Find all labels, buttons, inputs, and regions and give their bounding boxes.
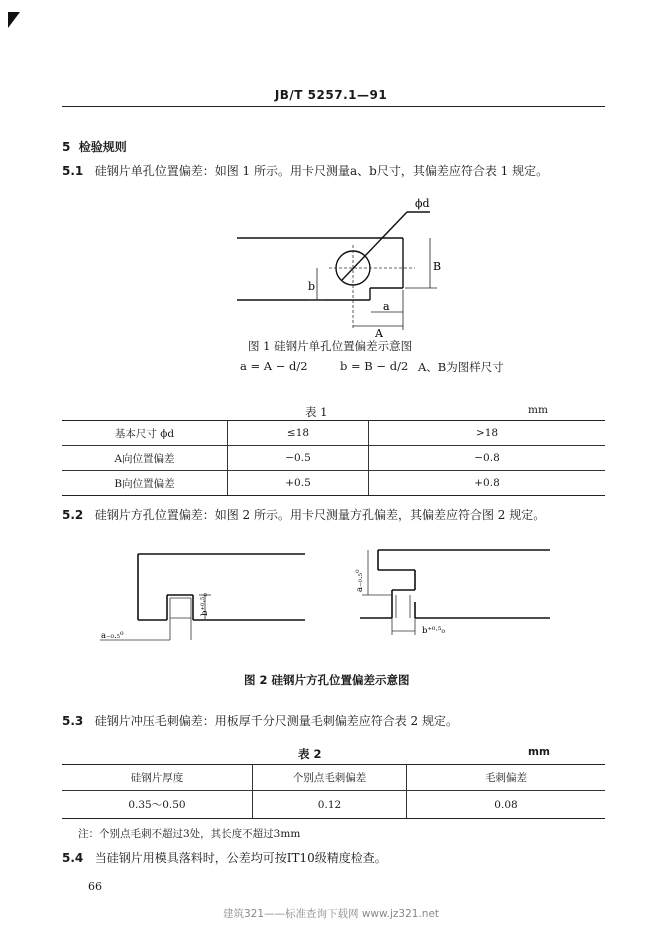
table-cell: −0.8 bbox=[369, 446, 606, 471]
figure-1-caption: 图 1 硅钢片单孔位置偏差示意图 bbox=[248, 339, 413, 353]
clause-text: 硅钢片单孔位置偏差：如图 1 所示。用卡尺测量a、b尺寸，其偏差应符合表 1 规定。 bbox=[94, 164, 549, 178]
figure-2-right-drawing bbox=[340, 540, 560, 655]
figure-1-drawing bbox=[225, 190, 455, 338]
section-number: 5 bbox=[62, 140, 71, 154]
clause-text: 硅钢片冲压毛刺偏差：用板厚千分尺测量毛刺偏差应符合表 2 规定。 bbox=[94, 714, 458, 728]
table-1 bbox=[62, 420, 605, 496]
section-heading bbox=[62, 138, 127, 155]
figure-2-caption: 图 2 硅钢片方孔位置偏差示意图 bbox=[244, 673, 410, 687]
table-cell: A向位置偏差 bbox=[62, 446, 228, 471]
table-cell: ≤18 bbox=[228, 421, 369, 446]
dim-b-tolerance: b⁺⁰·⁵₀ bbox=[422, 626, 445, 636]
table-row bbox=[62, 471, 605, 496]
table-1-title: 表 1 bbox=[305, 405, 328, 419]
table-header-cell: 毛刺偏差 bbox=[407, 765, 606, 791]
table-cell: 基本尺寸 ϕd bbox=[62, 421, 228, 446]
dim-a-tolerance: a₋₀.₅⁰ bbox=[355, 569, 365, 592]
table-cell: 0.35～0.50 bbox=[62, 791, 253, 819]
table-1-unit: mm bbox=[528, 404, 548, 416]
header-rule bbox=[62, 106, 605, 107]
diameter-label: ϕd bbox=[415, 197, 430, 210]
dim-a-label: a bbox=[383, 300, 390, 313]
clause-number: 5.1 bbox=[62, 164, 84, 178]
table-header-cell: 硅钢片厚度 bbox=[62, 765, 253, 791]
clause-5-4 bbox=[62, 849, 387, 866]
formula-a: a = A − d/2 bbox=[240, 359, 308, 373]
clause-number: 5.4 bbox=[62, 851, 84, 865]
clause-text: 硅钢片方孔位置偏差：如图 2 所示。用卡尺测量方孔偏差，其偏差应符合图 2 规定。 bbox=[94, 508, 546, 522]
dim-A-label: A bbox=[375, 327, 383, 338]
dim-b-label: b bbox=[308, 280, 316, 293]
clause-5-3 bbox=[62, 712, 458, 729]
table-2-title: 表 2 bbox=[298, 747, 322, 761]
dim-a-tolerance: a₋₀.₅⁰ bbox=[101, 631, 124, 641]
page-number: 66 bbox=[88, 880, 102, 893]
table-header-row bbox=[62, 765, 605, 791]
table-2 bbox=[62, 764, 605, 819]
table-row bbox=[62, 791, 605, 819]
table-cell: >18 bbox=[369, 421, 606, 446]
clause-text: 当硅钢片用模具落料时，公差均可按IT10级精度检查。 bbox=[94, 851, 387, 865]
table-header-cell: 个别点毛刺偏差 bbox=[253, 765, 407, 791]
table-cell: B向位置偏差 bbox=[62, 471, 228, 496]
formula-note: A、B为图样尺寸 bbox=[418, 360, 504, 374]
standard-header: JB/T 5257.1—91 bbox=[274, 88, 388, 102]
table-cell: −0.5 bbox=[228, 446, 369, 471]
table-cell: +0.8 bbox=[369, 471, 606, 496]
clause-5-1 bbox=[62, 162, 548, 179]
clause-5-2 bbox=[62, 506, 545, 523]
table-cell: +0.5 bbox=[228, 471, 369, 496]
clause-number: 5.3 bbox=[62, 714, 84, 728]
dim-b-tolerance: b⁺⁰·⁵₀ bbox=[200, 593, 210, 616]
watermark-footer: 建筑321——标准查询下载网 www.jz321.net bbox=[222, 908, 440, 920]
table-2-unit: mm bbox=[528, 746, 550, 758]
table-2-note: 注：个别点毛刺不超过3处，其长度不超过3mm bbox=[78, 828, 301, 840]
figure-2-left-drawing bbox=[95, 540, 315, 655]
formula-b: b = B − d/2 bbox=[340, 359, 409, 373]
dim-B-label: B bbox=[433, 260, 442, 273]
section-title: 检验规则 bbox=[78, 140, 127, 154]
table-row bbox=[62, 446, 605, 471]
corner-mark bbox=[8, 12, 20, 28]
table-cell: 0.08 bbox=[407, 791, 606, 819]
table-cell: 0.12 bbox=[253, 791, 407, 819]
table-row bbox=[62, 421, 605, 446]
clause-number: 5.2 bbox=[62, 508, 84, 522]
